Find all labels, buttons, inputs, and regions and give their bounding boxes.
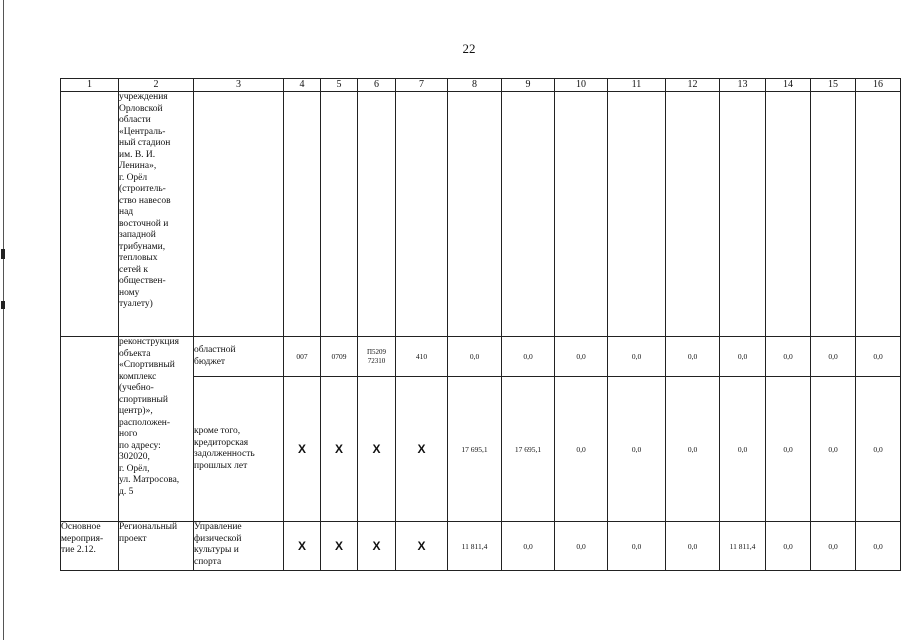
value-cell: 0,0 [720,377,766,522]
value-cell: 0,0 [720,337,766,377]
table-cell [61,337,119,522]
value-cell: 0,0 [856,337,901,377]
value-cell: 0,0 [811,377,856,522]
table-row-continued [61,92,901,337]
column-header: 10 [555,79,608,92]
column-header: 3 [194,79,284,92]
column-header: 2 [119,79,194,92]
value-cell: 0,0 [766,522,811,571]
table-cell [856,92,901,337]
table-row-main-event [61,522,901,571]
x-mark: X [284,377,321,522]
value-cell: 0,0 [766,377,811,522]
value-cell: 0,0 [811,337,856,377]
continued-object-name: учреждения Орловской области «Централь- ный стадион им. В. И. Ленина», г. Орёл (строитель- ство навесов над восточной и западной трибунами, тепловых сетей к обществен- ному туалету) [119,92,194,337]
column-header: 6 [358,79,396,92]
value-cell: 17 695,1 [502,377,555,522]
x-mark: X [284,522,321,571]
table-cell [766,92,811,337]
table-cell [608,92,666,337]
column-header: 16 [856,79,901,92]
value-cell: 11 811,4 [448,522,502,571]
value-cell: 0,0 [608,522,666,571]
column-header: 14 [766,79,811,92]
value-cell: 0,0 [666,377,720,522]
column-header: 12 [666,79,720,92]
value-cell: 0,0 [502,337,555,377]
table-cell [321,92,358,337]
column-header: 15 [811,79,856,92]
value-cell: 0,0 [555,337,608,377]
column-header: 11 [608,79,666,92]
value-cell: 0,0 [502,522,555,571]
table-cell [194,92,284,337]
column-header: 7 [396,79,448,92]
x-mark: X [396,377,448,522]
value-cell: 0,0 [856,522,901,571]
code-cell: П5209 72310 [358,337,396,377]
budget-table [60,78,901,571]
header-row [61,79,901,92]
value-cell: 0,0 [811,522,856,571]
column-header: 13 [720,79,766,92]
margin-mark [1,249,5,259]
column-header: 4 [284,79,321,92]
left-margin-line [3,0,4,640]
margin-mark [1,301,5,309]
funding-source: кроме того, кредиторская задолженность прошлых лет [194,377,284,522]
table-cell [448,92,502,337]
value-cell: 0,0 [856,377,901,522]
value-cell: 0,0 [608,377,666,522]
x-mark: X [358,522,396,571]
main-event-label: Основное мероприя- тие 2.12. [61,522,119,571]
column-header: 5 [321,79,358,92]
table-cell [358,92,396,337]
value-cell: 0,0 [766,337,811,377]
main-event-name: Региональный проект [119,522,194,571]
reconstruction-object-name: реконструкция объекта «Спортивный комплекс (учебно- спортивный центр)», расположен- ного по адресу: 302020, г. Орёл, ул. Матросова, д. 5 [119,337,194,522]
value-cell: 11 811,4 [720,522,766,571]
code-cell: 410 [396,337,448,377]
value-cell: 0,0 [555,522,608,571]
value-cell: 0,0 [666,337,720,377]
table-cell [720,92,766,337]
table-cell [61,92,119,337]
value-cell: 17 695,1 [448,377,502,522]
table-cell [502,92,555,337]
table-cell [555,92,608,337]
code-cell: 007 [284,337,321,377]
column-header: 9 [502,79,555,92]
table-cell [284,92,321,337]
value-cell: 0,0 [555,377,608,522]
x-mark: X [358,377,396,522]
table-cell [811,92,856,337]
x-mark: X [321,522,358,571]
table-cell [666,92,720,337]
main-event-executor: Управление физической культуры и спорта [194,522,284,571]
value-cell: 0,0 [666,522,720,571]
table-row-regional-budget [61,337,901,377]
code-cell: 0709 [321,337,358,377]
column-header: 8 [448,79,502,92]
x-mark: X [396,522,448,571]
page-number: 22 [462,41,476,56]
value-cell: 0,0 [448,337,502,377]
table-cell [396,92,448,337]
column-header: 1 [61,79,119,92]
value-cell: 0,0 [608,337,666,377]
funding-source: областной бюджет [194,337,284,377]
x-mark: X [321,377,358,522]
